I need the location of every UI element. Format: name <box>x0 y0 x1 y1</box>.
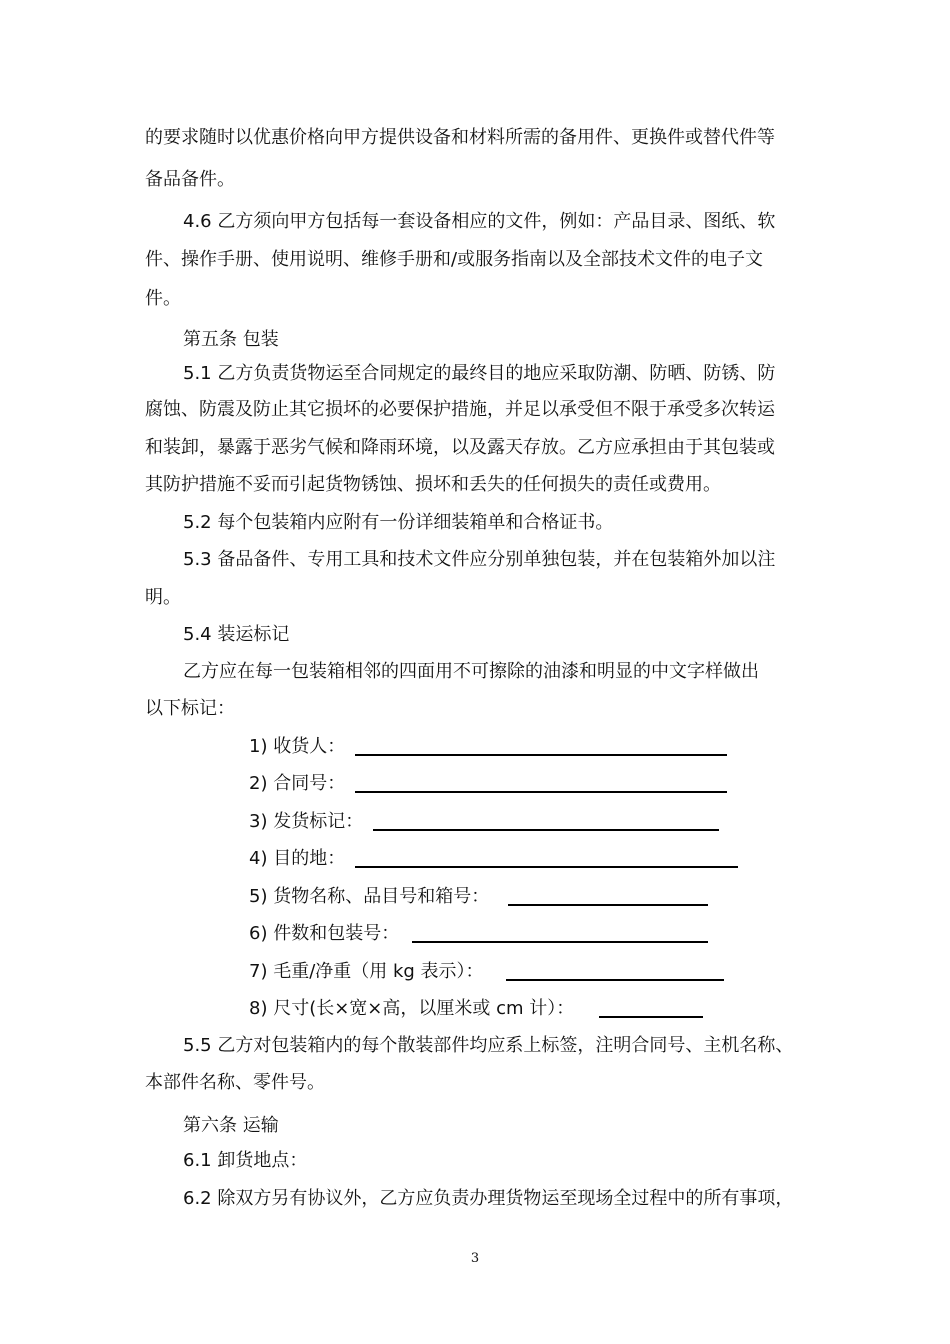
body-text-line: 5.5 乙方对包装箱内的每个散装部件均应系上标签，注明合同号、主机名称、 <box>183 1035 794 1056</box>
field-label-shipping-mark: 3) 发货标记： <box>249 811 364 832</box>
blank-line-destination[interactable] <box>355 866 738 868</box>
field-label-package-no: 6) 件数和包装号： <box>249 923 400 944</box>
body-text-line: 的要求随时以优惠价格向甲方提供设备和材料所需的备用件、更换件或替代件等 <box>145 127 775 148</box>
field-label-destination: 4) 目的地： <box>249 848 346 869</box>
body-text-line: 乙方应在每一包装箱相邻的四面用不可擦除的油漆和明显的中文字样做出 <box>183 661 759 682</box>
blank-line-weight[interactable] <box>506 979 724 981</box>
field-label-goods-name: 5) 货物名称、品目号和箱号： <box>249 886 490 907</box>
body-text-line: 以下标记： <box>145 698 235 719</box>
blank-line-dimensions[interactable] <box>599 1016 703 1018</box>
body-text-line: 本部件名称、零件号。 <box>145 1072 325 1093</box>
body-text-line: 5.3 备品备件、专用工具和技术文件应分别单独包装，并在包装箱外加以注 <box>183 549 776 570</box>
body-text-line: 6.2 除双方另有协议外，乙方应负责办理货物运至现场全过程中的所有事项， <box>183 1188 794 1209</box>
body-text-line: 腐蚀、防震及防止其它损坏的必要保护措施，并足以承受但不限于承受多次转运 <box>145 399 775 420</box>
blank-line-contract-no[interactable] <box>355 791 727 793</box>
blank-line-consignee[interactable] <box>355 754 727 756</box>
blank-line-goods-name[interactable] <box>508 904 708 906</box>
body-text-line: 4.6 乙方须向甲方包括每一套设备相应的文件，例如：产品目录、图纸、软 <box>183 211 776 232</box>
body-text-line: 件、操作手册、使用说明、维修手册和/或服务指南以及全部技术文件的电子文 <box>145 249 764 270</box>
field-label-weight: 7) 毛重/净重（用 kg 表示）： <box>249 961 484 982</box>
blank-line-shipping-mark[interactable] <box>373 829 719 831</box>
field-label-dimensions: 8) 尺寸(长×宽×高，以厘米或 cm 计）： <box>249 998 575 1019</box>
field-label-contract-no: 2) 合同号： <box>249 773 346 794</box>
body-text-line: 6.1 卸货地点： <box>183 1150 308 1171</box>
body-text-line: 和装卸，暴露于恶劣气候和降雨环境，以及露天存放。乙方应承担由于其包装或 <box>145 437 775 458</box>
body-text-line: 件。 <box>145 288 181 309</box>
field-label-consignee: 1) 收货人： <box>249 736 346 757</box>
body-text-line: 其防护措施不妥而引起货物锈蚀、损坏和丢失的任何损失的责任或费用。 <box>145 474 721 495</box>
body-text-line: 5.1 乙方负责货物运至合同规定的最终目的地应采取防潮、防晒、防锈、防 <box>183 363 776 384</box>
page-number: 3 <box>470 1251 480 1266</box>
body-text-line: 5.4 装运标记 <box>183 624 290 645</box>
blank-line-package-no[interactable] <box>412 941 708 943</box>
section-heading: 第五条 包装 <box>183 329 279 350</box>
body-text-line: 明。 <box>145 587 181 608</box>
section-heading: 第六条 运输 <box>183 1115 279 1136</box>
body-text-line: 备品备件。 <box>145 169 235 190</box>
body-text-line: 5.2 每个包装箱内应附有一份详细装箱单和合格证书。 <box>183 512 614 533</box>
